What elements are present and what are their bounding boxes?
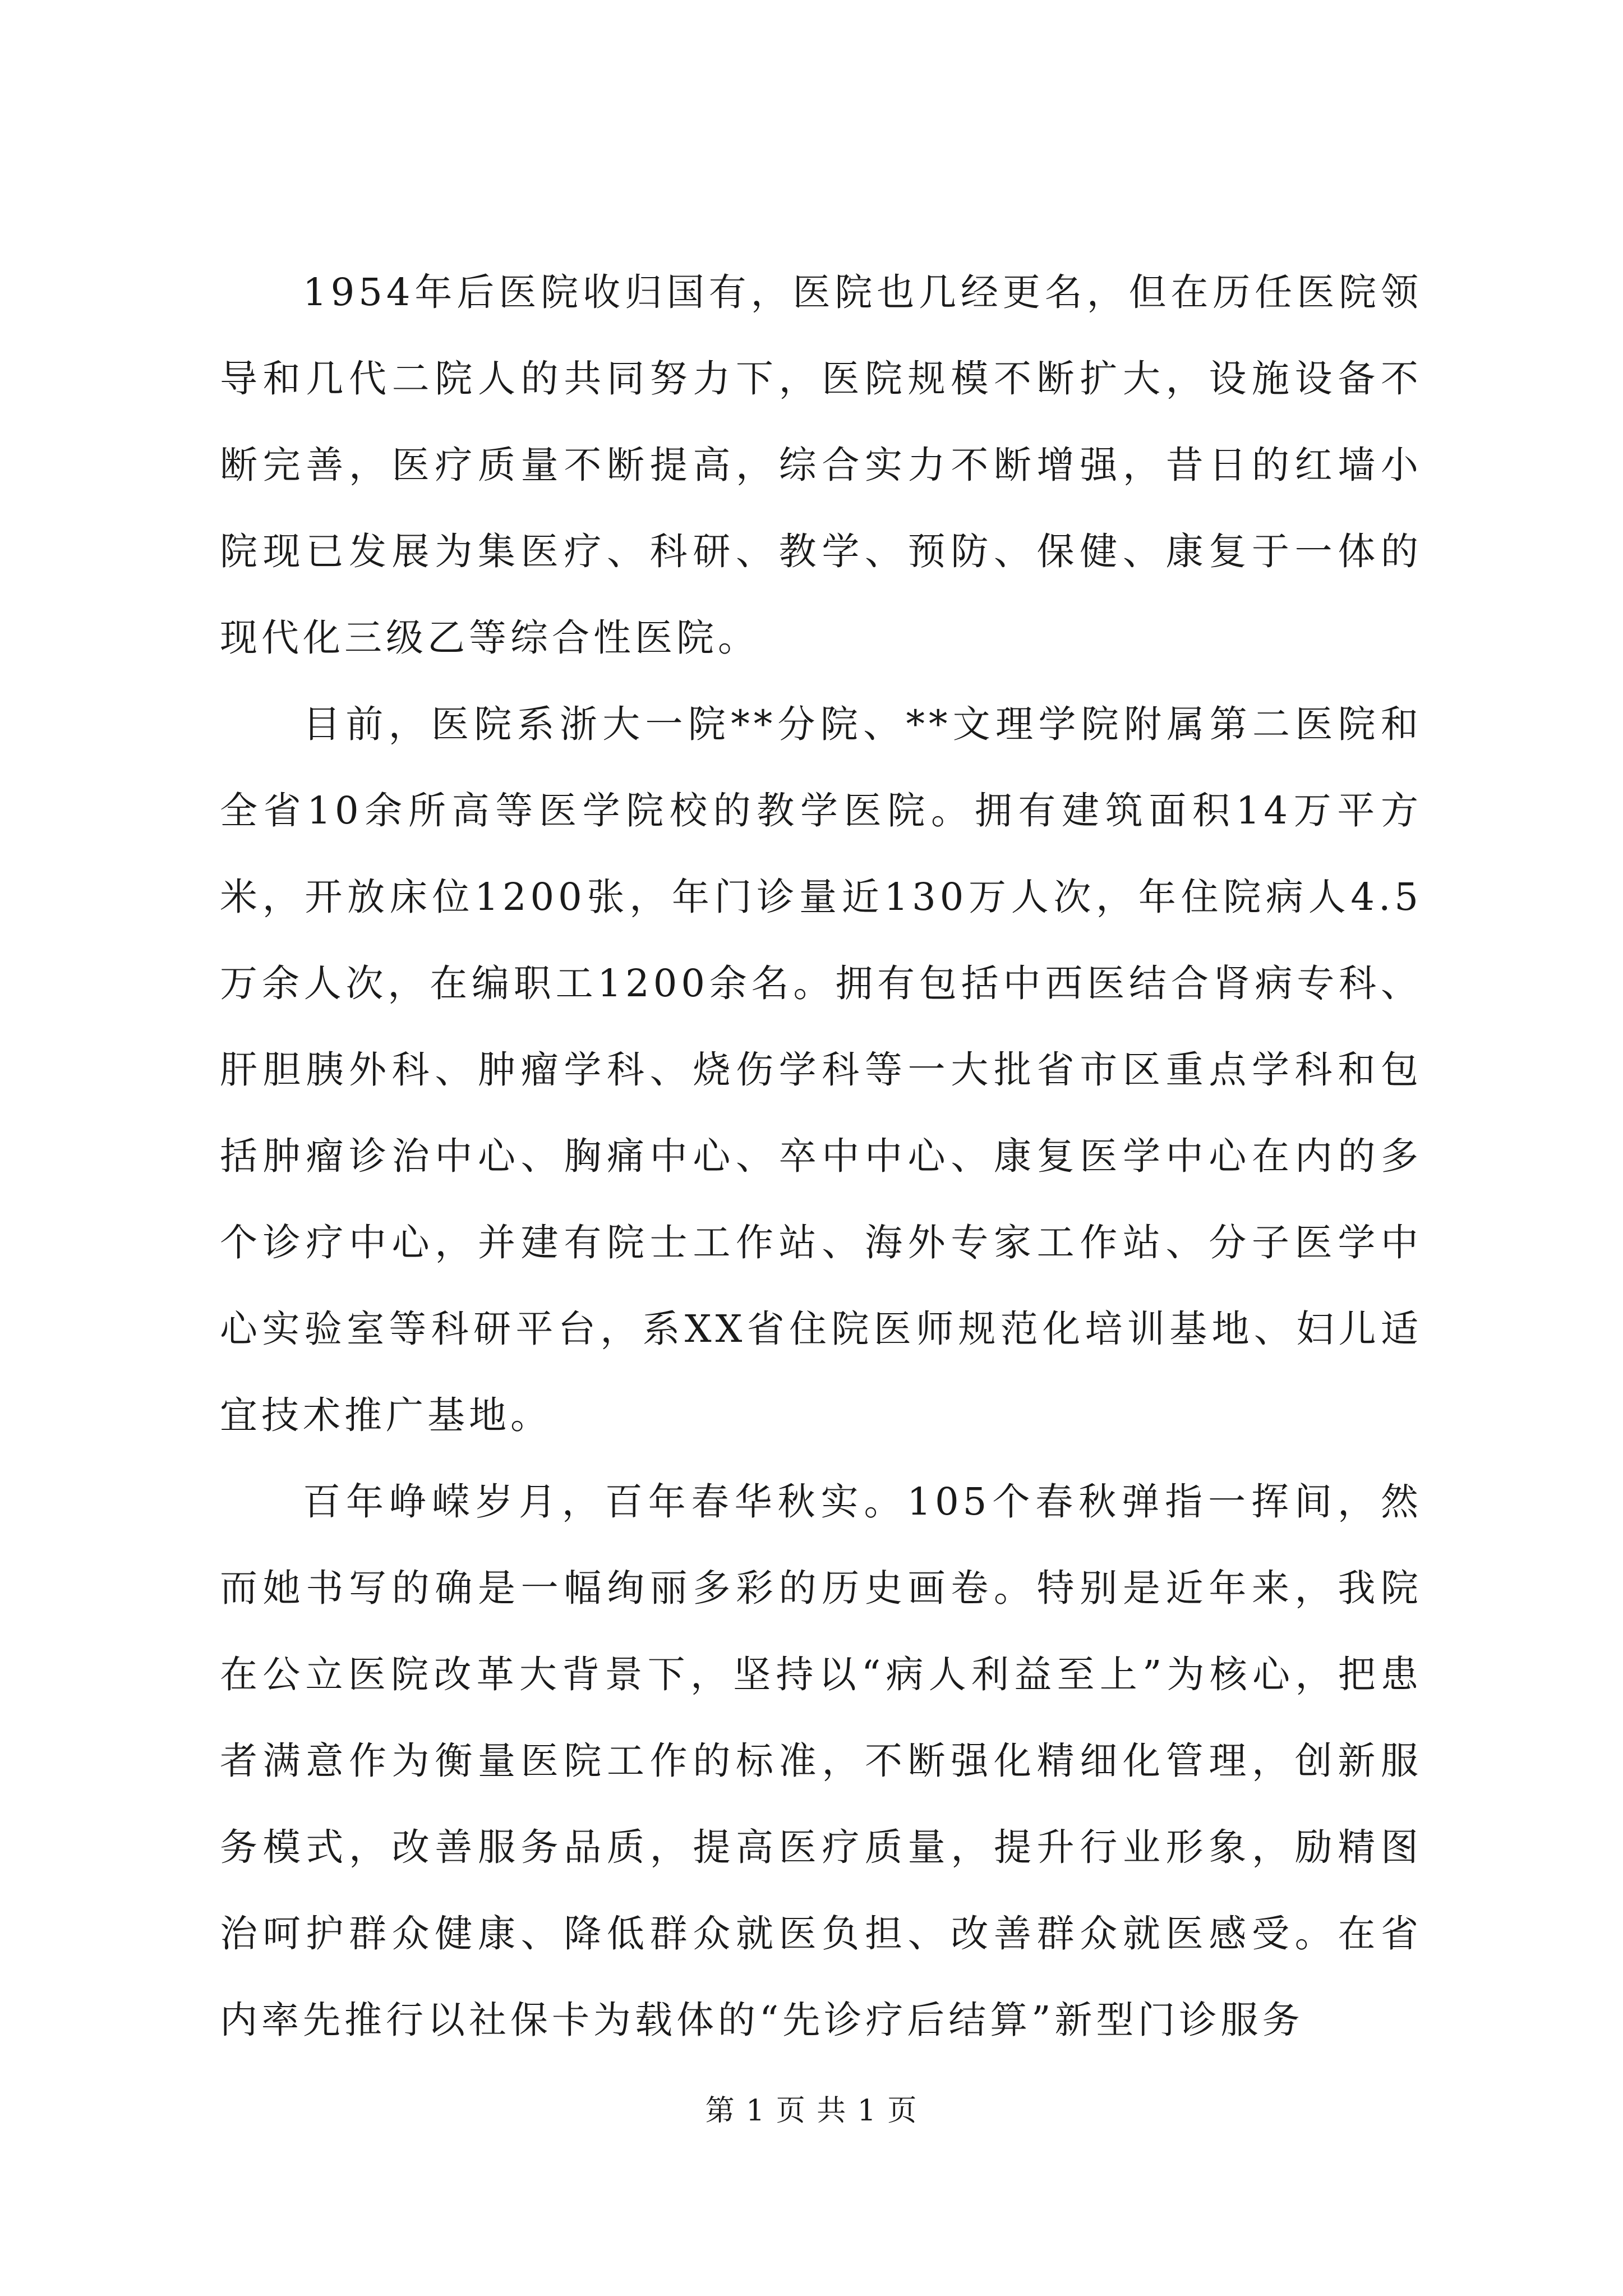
paragraph-achievements: 百年峥嵘岁月，百年春华秋实。105个春秋弹指一挥间，然而她书写的确是一幅绚丽多彩的历史画卷。特别是近年来，我院在公立医院改革大背景下，坚持以“病人利益至上”为核心，把患者满意作为衡量医院工作的标准，不断强化精细化管理，创新服务模式，改善服务品质，提高医疗质量，提升行业形象，励精图治呵护群众健康、降低群众就医负担、改善群众就医感受。在省内率先推行以社保卡为载体的“先诊疗后结算”新型门诊服务 [220, 1480, 1422, 2042]
page-number-footer: 第 1 页 共 1 页 [705, 2094, 918, 2128]
paragraph-history: 1954年后医院收归国有，医院也几经更名，但在历任医院领导和几代二院人的共同努力下，医院规模不断扩大，设施设备不断完善，医疗质量不断提高，综合实力不断增强，昔日的红墙小院现已发展为集医疗、科研、教学、预防、保健、康复于一体的现代化三级乙等综合性医院。 [220, 270, 1422, 660]
paragraph-current-status: 目前，医院系浙大一院**分院、**文理学院附属第二医院和全省10余所高等医学院校的教学医院。拥有建筑面积14万平方米，开放床位1200张，年门诊量近130万人次，年住院病人4.5万余人次，在编职工1200余名。拥有包括中西医结合肾病专科、肝胆胰外科、肿瘤学科、烧伤学科等一大批省市区重点学科和包括肿瘤诊治中心、胸痛中心、卒中中心、康复医学中心在内的多个诊疗中心，并建有院士工作站、海外专家工作站、分子医学中心实验室等科研平台，系XX省住院医师规范化培训基地、妇儿适宜技术推广基地。 [220, 702, 1422, 1437]
document-body [220, 249, 1422, 2063]
